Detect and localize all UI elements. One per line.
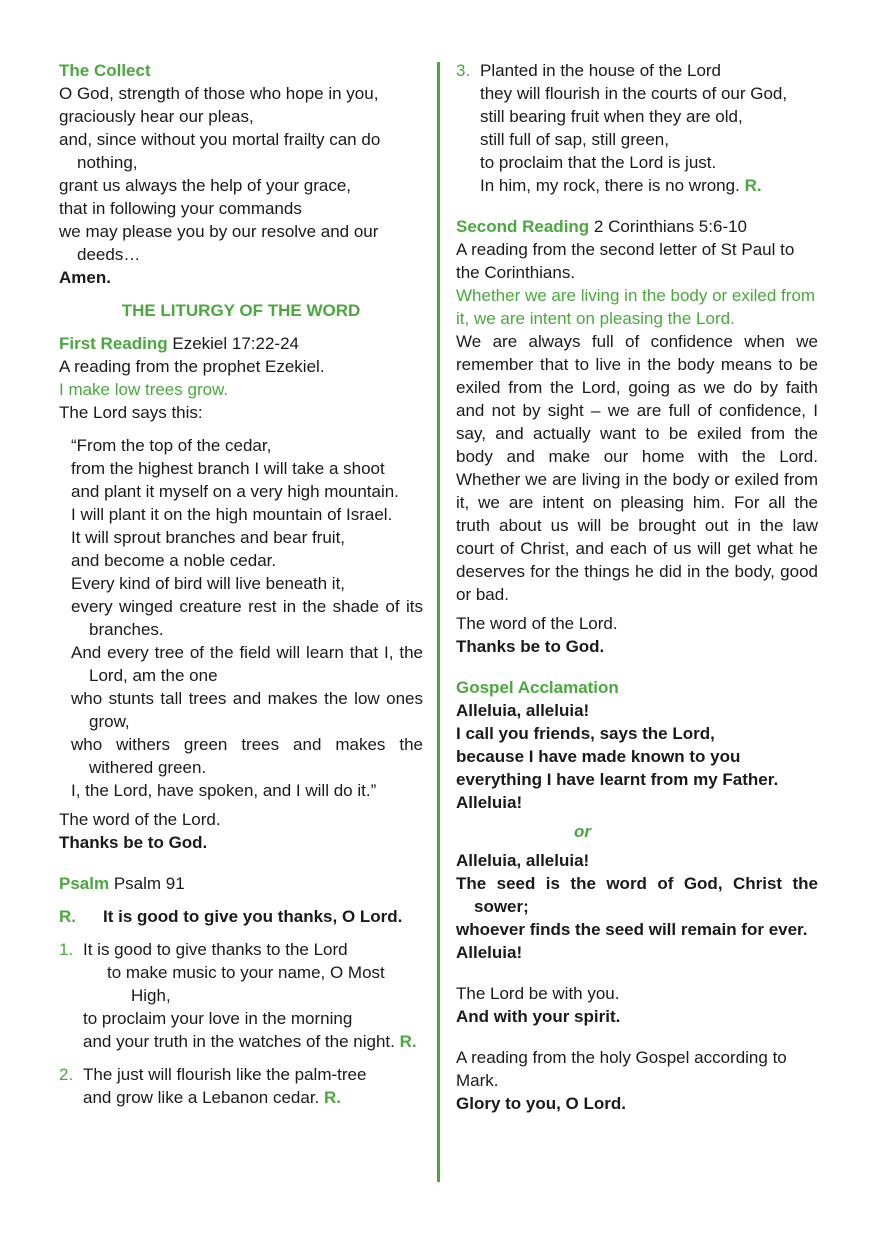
- collect-line: we may please you by our resolve and our deeds…: [59, 222, 379, 264]
- verse-line-text: and grow like a Lebanon cedar.: [83, 1088, 320, 1107]
- verse-line: [83, 1030, 423, 1053]
- first-reading-title: [59, 332, 423, 355]
- reading-line: who withers green trees and makes the withered green.: [71, 735, 423, 777]
- psalm-verse-3: [456, 59, 818, 197]
- reading-line: and plant it myself on a very high mountain.: [71, 482, 399, 501]
- verse-line: Planted in the house of the Lord: [480, 61, 722, 80]
- right-column: [456, 59, 818, 1115]
- verse-line: [480, 174, 818, 197]
- liturgy-heading: THE LITURGY OF THE WORD: [121, 301, 361, 320]
- reading-line: from the highest branch I will take a shoot: [71, 459, 385, 478]
- first-reading-summary: I make low trees grow.: [59, 380, 229, 399]
- verse-line: [83, 1086, 423, 1109]
- second-reading-word: The word of the Lord.: [456, 614, 618, 633]
- second-reading-reference: 2 Corinthians 5:6-10: [593, 217, 748, 236]
- verse-line: they will flourish in the courts of our God,: [480, 84, 788, 103]
- collect-line: graciously hear our pleas,: [59, 107, 254, 126]
- verse-response: R.: [399, 1032, 417, 1051]
- second-reading-summary: Whether we are living in the body or exiled from it, we are intent on pleasing the Lord.: [456, 286, 816, 328]
- dialogue-people: And with your spirit.: [456, 1007, 621, 1026]
- verse-line: It is good to give thanks to the Lord: [83, 940, 348, 959]
- verse-line: to proclaim that the Lord is just.: [480, 153, 717, 172]
- second-reading-title: [456, 215, 818, 238]
- response-label: R.: [59, 907, 76, 926]
- gospel-response: Glory to you, O Lord.: [456, 1094, 626, 1113]
- psalm-verse-2: [59, 1063, 423, 1109]
- acclamation-line: because I have made known to you: [456, 747, 741, 766]
- verse-line-text: to make music to your name, O Most High,: [107, 963, 385, 1005]
- acclamation-line: Alleluia, alleluia!: [456, 701, 590, 720]
- reading-line: who stunts tall trees and makes the low ones grow,: [71, 689, 423, 731]
- acclamation-line: I call you friends, says the Lord,: [456, 724, 715, 743]
- gospel-acclamation-heading: Gospel Acclamation: [456, 678, 619, 697]
- acclamation-line: whoever finds the seed will remain for ever.: [456, 920, 808, 939]
- first-reading-intro: A reading from the prophet Ezekiel.: [59, 357, 325, 376]
- reading-line: and become a noble cedar.: [71, 551, 277, 570]
- collect-heading: The Collect: [59, 61, 151, 80]
- dialogue-priest: The Lord be with you.: [456, 984, 620, 1003]
- verse-line: The just will flourish like the palm-tree: [83, 1065, 367, 1084]
- acclamation-line: The seed is the word of God, Christ the sower;: [456, 874, 818, 916]
- first-reading-heading: First Reading: [59, 334, 168, 353]
- response-text: It is good to give you thanks, O Lord.: [103, 907, 403, 926]
- reading-line: I will plant it on the high mountain of Israel.: [71, 505, 393, 524]
- acclamation-or: or: [574, 822, 591, 841]
- verse-number: 2.: [59, 1065, 74, 1084]
- first-reading-reference: Ezekiel 17:22-24: [172, 334, 299, 353]
- first-reading-word: The word of the Lord.: [59, 810, 221, 829]
- psalm-heading: Psalm: [59, 874, 110, 893]
- verse-line: [83, 961, 423, 1007]
- second-reading-body: We are always full of confidence when we remember that to live in the body means to be exiled from the Lord, going as we do by faith and not by sight – we are full of confidence, I say, and actually want to be exiled from the body and make our home with the Lord. Whether we are living in the body or exiled from it, we are intent on pleasing him. For all the truth about us will be brought out in the law court of Christ, and each of us will get what he deserves for the things he did in the body, good or bad.: [456, 332, 818, 604]
- verse-line: to proclaim your love in the morning: [83, 1009, 353, 1028]
- verse-number: 1.: [59, 940, 74, 959]
- second-reading-response: Thanks be to God.: [456, 637, 605, 656]
- reading-line: Every kind of bird will live beneath it,: [71, 574, 346, 593]
- reading-line: It will sprout branches and bear fruit,: [71, 528, 346, 547]
- reading-line: every winged creature rest in the shade of its branches.: [71, 597, 423, 639]
- psalm-title: [59, 872, 423, 895]
- left-column: [59, 59, 423, 1109]
- verse-number: 3.: [456, 61, 471, 80]
- verse-response: R.: [324, 1088, 342, 1107]
- collect-line: and, since without you mortal frailty can do nothing,: [59, 130, 381, 172]
- gospel-intro: A reading from the holy Gospel according to Mark.: [456, 1048, 787, 1090]
- column-divider: [437, 62, 440, 1182]
- acclamation-line: Alleluia, alleluia!: [456, 851, 590, 870]
- reading-line: I, the Lord, have spoken, and I will do it.”: [71, 781, 377, 800]
- collect-line: grant us always the help of your grace,: [59, 176, 351, 195]
- verse-line-text: and your truth in the watches of the night.: [83, 1032, 395, 1051]
- verse-response: R.: [744, 176, 762, 195]
- verse-line: still bearing fruit when they are old,: [480, 107, 743, 126]
- acclamation-line: everything I have learnt from my Father.: [456, 770, 779, 789]
- verse-line: still full of sap, still green,: [480, 130, 669, 149]
- first-reading-response: Thanks be to God.: [59, 833, 208, 852]
- acclamation-line: Alleluia!: [456, 793, 523, 812]
- first-reading-text: [59, 434, 423, 802]
- second-reading-intro: A reading from the second letter of St Paul to the Corinthians.: [456, 240, 795, 282]
- reading-line: And every tree of the field will learn that I, the Lord, am the one: [71, 643, 423, 685]
- collect-amen: Amen.: [59, 268, 111, 287]
- verse-line-text: In him, my rock, there is no wrong.: [480, 176, 740, 195]
- first-reading-lead: The Lord says this:: [59, 403, 203, 422]
- collect-line: that in following your commands: [59, 199, 302, 218]
- reading-line: “From the top of the cedar,: [71, 436, 272, 455]
- second-reading-heading: Second Reading: [456, 217, 590, 236]
- acclamation-line: Alleluia!: [456, 943, 523, 962]
- psalm-reference: Psalm 91: [113, 874, 185, 893]
- collect-line: O God, strength of those who hope in you,: [59, 84, 379, 103]
- psalm-verse-1: [59, 938, 423, 1053]
- psalm-response: [59, 905, 423, 928]
